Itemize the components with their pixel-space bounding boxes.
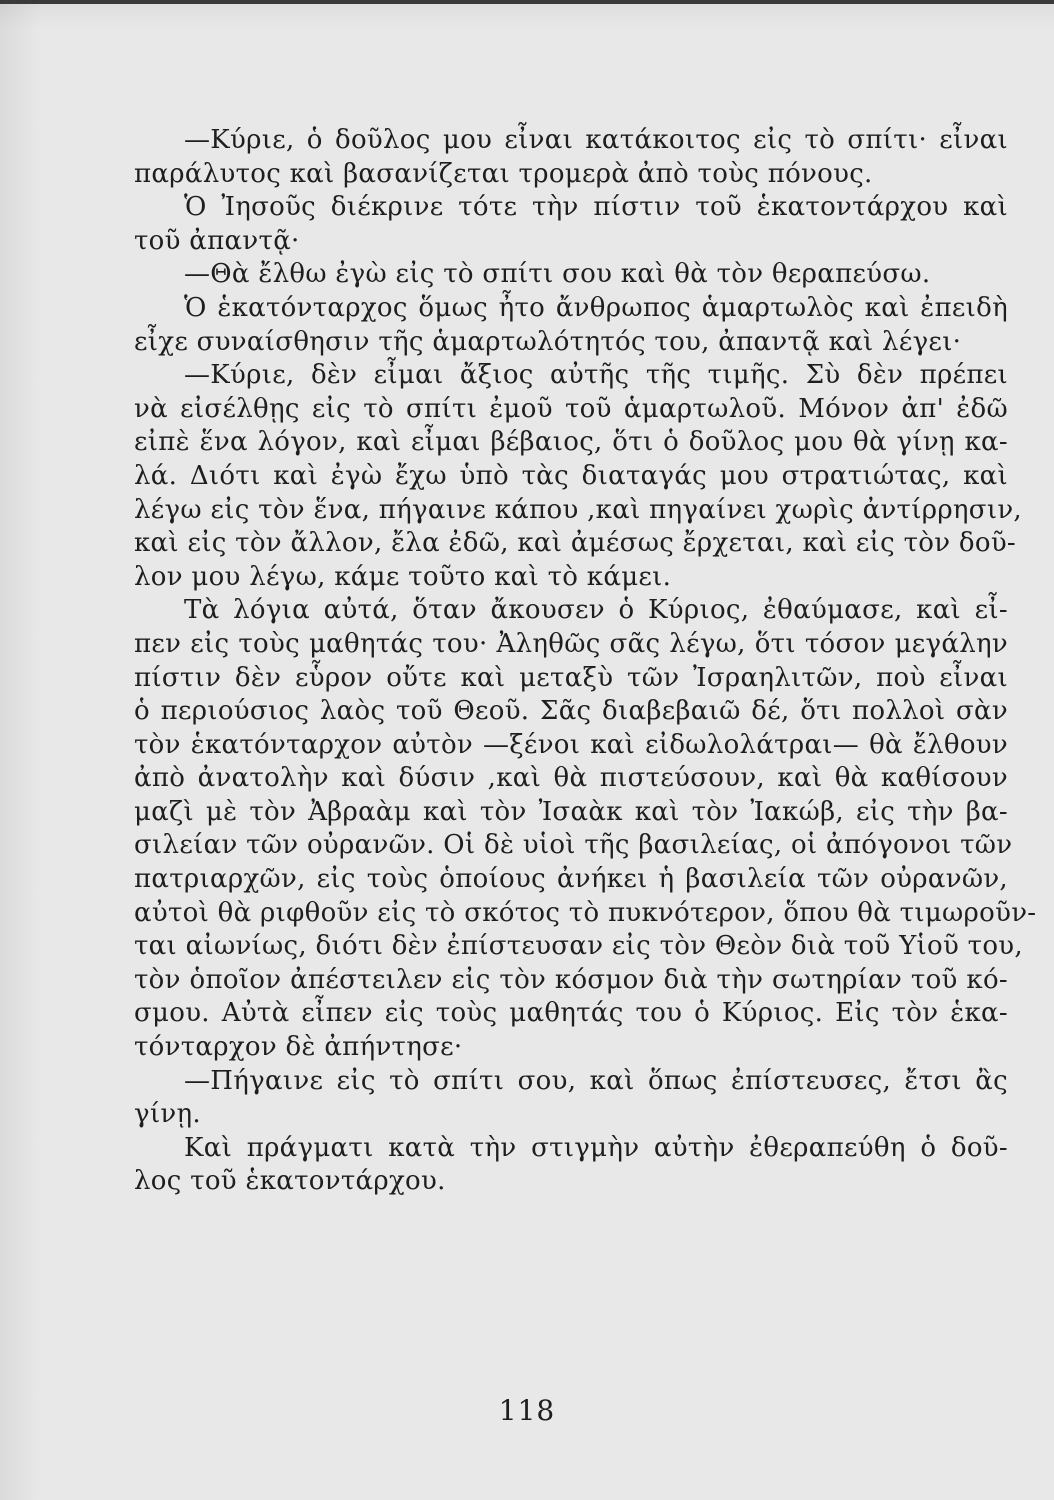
text-line: καὶ εἰς τὸν ἄλλον, ἔλα ἐδῶ, καὶ ἀμέσως ἔρχεται, καὶ εἰς τὸν δοῦ- [134,528,1017,559]
body-text [134,124,1037,1199]
text-line: πεν εἰς τοὺς μαθητάς του· Ἀληθῶς σᾶς λέγω, ὅτι τόσον μεγάλην [134,628,1008,659]
page-number: 118 [498,1394,556,1427]
text-line: λέγω εἰς τὸν ἕνα, πήγαινε κάπου ,καὶ πηγαίνει χωρὶς ἀντίρρησιν, [134,494,1022,525]
text-line: μαζὶ μὲ τὸν Ἀβραὰμ καὶ τὸν Ἰσαὰκ καὶ τὸν Ἰακώβ, εἰς τὴν βα- [134,796,1008,827]
text-line: γίνῃ. [134,1099,201,1130]
text-line: —Πήγαινε εἰς τὸ σπίτι σου, καὶ ὅπως ἐπίστευσες, ἔτσι ἂς [184,1065,1008,1096]
text-line: —Θὰ ἔλθω ἐγὼ εἰς τὸ σπίτι σου καὶ θὰ τὸν θεραπεύσω. [184,259,931,290]
text-line: —Κύριε, ὁ δοῦλος μου εἶναι κατάκοιτος εἰς τὸ σπίτι· εἶναι [184,125,1008,155]
text-line: εἶχε συναίσθησιν τῆς ἁμαρτωλότητός του, ἀπαντᾷ καὶ λέγει· [134,326,962,357]
text-line: λά. Διότι καὶ ἐγὼ ἔχω ὑπὸ τὰς διαταγάς μου στρατιώτας, καὶ [134,460,1008,491]
text-line: εἰπὲ ἕνα λόγον, καὶ εἶμαι βέβαιος, ὅτι ὁ δοῦλος μου θὰ γίνῃ κα- [134,427,1008,458]
text-line: νὰ εἰσέλθῃς εἰς τὸ σπίτι ἐμοῦ τοῦ ἁμαρτωλοῦ. Μόνον ἀπ' ἐδῶ [134,393,1008,424]
text-line: πίστιν δὲν εὗρον οὔτε καὶ μεταξὺ τῶν Ἰσραηλιτῶν, ποὺ εἶναι [134,662,1008,693]
text-line: πατριαρχῶν, εἰς τοὺς ὁποίους ἀνήκει ἡ βασιλεία τῶν οὐρανῶν, [134,864,1008,895]
text-line: ται αἰωνίως, διότι δὲν ἐπίστευσαν εἰς τὸν Θεὸν διὰ τοῦ Υἱοῦ του, [134,931,1023,962]
text-line: τοῦ ἀπαντᾷ· [134,225,300,256]
text-line: λος τοῦ ἑκατοντάρχου. [134,1166,446,1197]
text-line: τὸν ἑκατόνταρχον αὐτὸν —ξένοι καὶ εἰδωλολάτραι— θὰ ἔλθουν [134,729,1008,760]
text-line: —Κύριε, δὲν εἶμαι ἄξιος αὐτῆς τῆς τιμῆς. Σὺ δὲν πρέπει [184,360,1008,391]
text-line: Ὁ Ἰησοῦς διέκρινε τότε τὴν πίστιν τοῦ ἑκατοντάρχου καὶ [184,192,1008,223]
text-line: αὐτοὶ θὰ ριφθοῦν εἰς τὸ σκότος τὸ πυκνότερον, ὅπου θὰ τιμωροῦν- [134,897,1037,928]
text-line: ἀπὸ ἀνατολὴν καὶ δύσιν ,καὶ θὰ πιστεύσουν, καὶ θὰ καθίσουν [134,763,1008,794]
text-line: σμου. Αὐτὰ εἶπεν εἰς τοὺς μαθητάς του ὁ Κύριος. Εἰς τὸν ἑκα- [134,998,1008,1029]
text-line: παράλυτος καὶ βασανίζεται τρομερὰ ἀπὸ τοὺς πόνους. [134,158,873,189]
text-line: τὸν ὁποῖον ἀπέστειλεν εἰς τὸν κόσμον διὰ τὴν σωτηρίαν τοῦ κό- [134,964,1008,995]
page-top-edge [0,0,1054,4]
text-line: Τὰ λόγια αὐτά, ὅταν ἄκουσεν ὁ Κύριος, ἐθαύμασε, καὶ εἶ- [184,595,1008,626]
text-line: Ὁ ἑκατόνταρχος ὅμως ἦτο ἄνθρωπος ἁμαρτωλὸς καὶ ἐπειδὴ [184,292,1008,323]
text-line: ὁ περιούσιος λαὸς τοῦ Θεοῦ. Σᾶς διαβεβαιῶ δέ, ὅτι πολλοὶ σὰν [134,696,1008,727]
text-line: σιλείαν τῶν οὐρανῶν. Οἱ δὲ υἱοὶ τῆς βασιλείας, οἱ ἀπόγονοι τῶν [134,830,1013,861]
text-line: Καὶ πράγματι κατὰ τὴν στιγμὴν αὐτὴν ἐθεραπεύθη ὁ δοῦ- [184,1132,1008,1163]
text-line: λον μου λέγω, κάμε τοῦτο καὶ τὸ κάμει. [134,561,672,592]
text-line: τόνταρχον δὲ ἀπήντησε· [134,1032,463,1063]
